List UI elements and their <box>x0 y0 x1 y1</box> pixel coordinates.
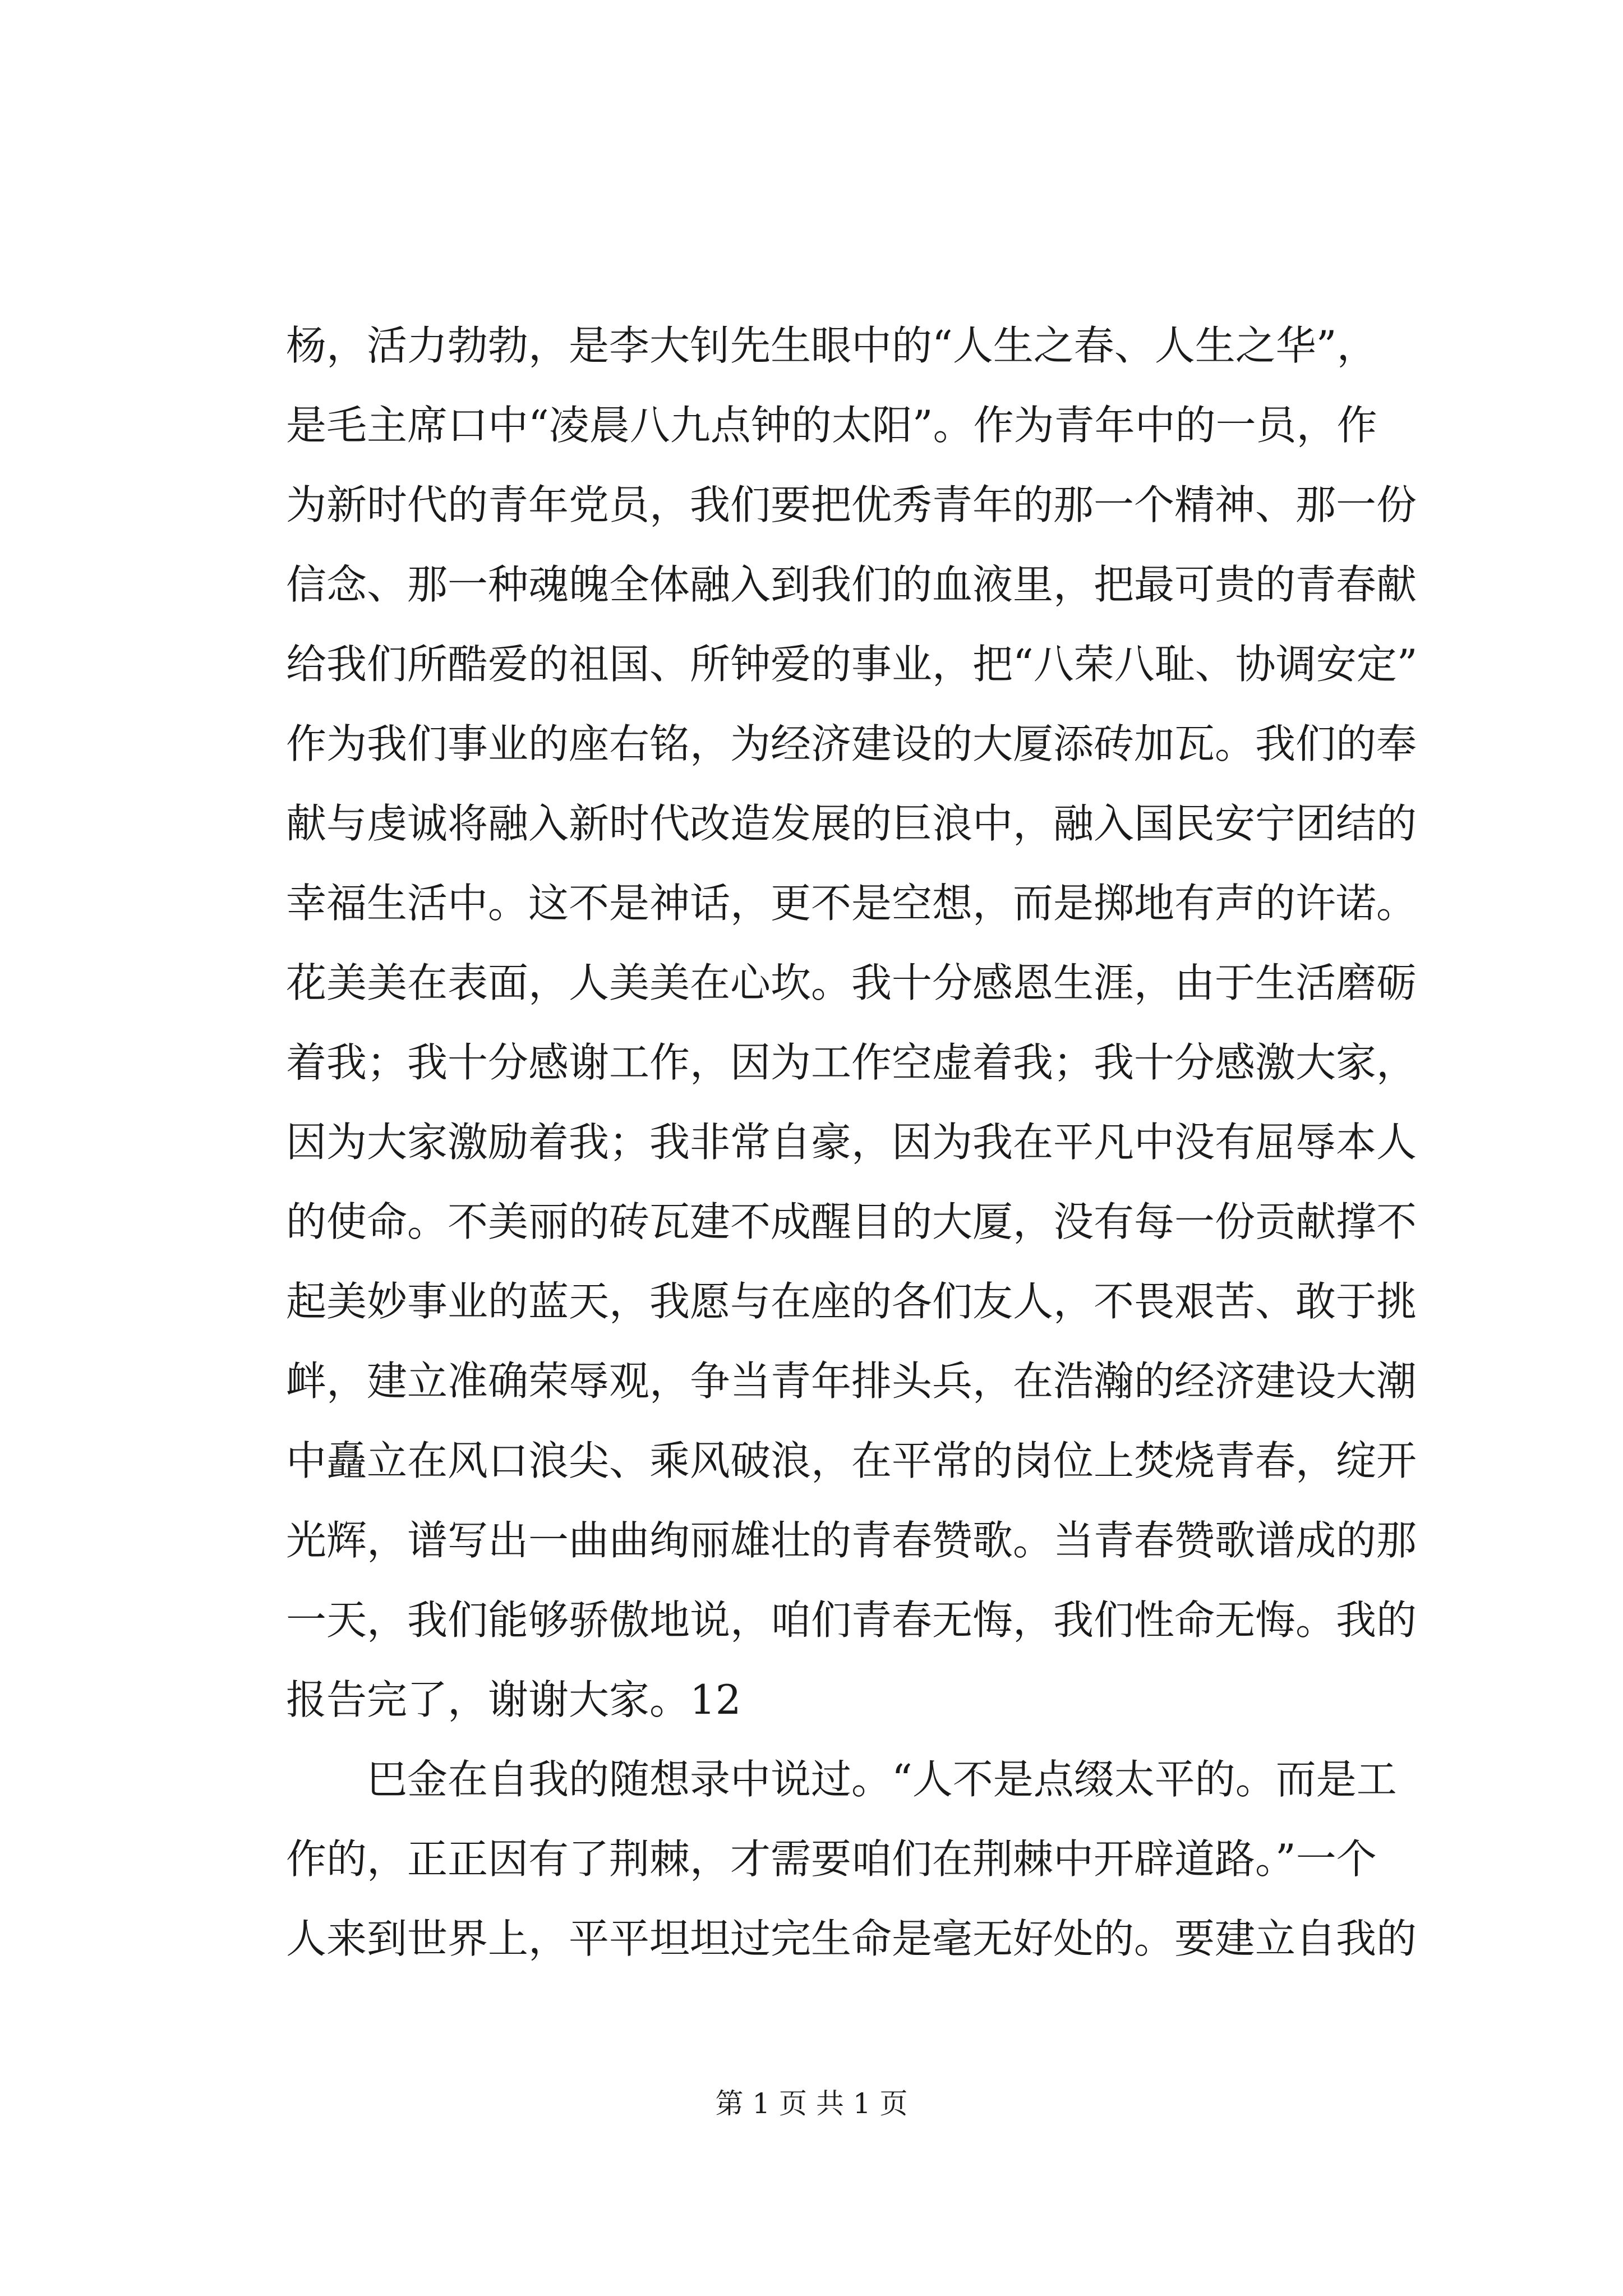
text-line: 衅，建立准确荣辱观，争当青年排头兵，在浩瀚的经济建设大潮 <box>286 1358 1417 1405</box>
text-line: 人来到世界上，平平坦坦过完生命是毫无好处的。要建立自我的 <box>286 1915 1417 1962</box>
text-line: 的使命。不美丽的砖瓦建不成醒目的大厦，没有每一份贡献撑不 <box>286 1198 1417 1245</box>
paragraph <box>286 1740 1417 1978</box>
text-line: 为新时代的青年党员，我们要把优秀青年的那一个精神、那一份 <box>286 481 1417 528</box>
paragraph <box>286 306 1418 1740</box>
text-line: 因为大家激励着我；我非常自豪，因为我在平凡中没有屈辱本人 <box>286 1119 1417 1166</box>
text-line: 巴金在自我的随想录中说过。“人不是点缀太平的。而是工 <box>367 1756 1397 1803</box>
text-line: 是毛主席口中“凌晨八九点钟的太阳”。作为青年中的一员，作 <box>286 402 1377 449</box>
text-line: 作为我们事业的座右铭，为经济建设的大厦添砖加瓦。我们的奉 <box>286 720 1417 767</box>
document-body <box>286 306 1418 1978</box>
text-line: 给我们所酷爱的祖国、所钟爱的事业，把“八荣八耻、协调安定” <box>286 641 1418 688</box>
text-line: 作的，正正因有了荆棘，才需要咱们在荆棘中开辟道路。”一个 <box>286 1835 1377 1883</box>
text-line: 着我；我十分感谢工作，因为工作空虚着我；我十分感激大家， <box>286 1039 1417 1086</box>
page-footer: 第 1 页 共 1 页 <box>715 2087 908 2120</box>
text-line: 杨，活力勃勃，是李大钊先生眼中的“人生之春、人生之华”， <box>286 322 1377 369</box>
text-line: 起美妙事业的蓝天，我愿与在座的各们友人，不畏艰苦、敢于挑 <box>286 1278 1417 1325</box>
text-line: 一天，我们能够骄傲地说，咱们青春无悔，我们性命无悔。我的 <box>286 1596 1417 1644</box>
text-line: 中矗立在风口浪尖、乘风破浪，在平常的岗位上焚烧青春，绽开 <box>286 1437 1417 1484</box>
text-line: 花美美在表面，人美美在心坎。我十分感恩生涯，由于生活磨砺 <box>286 959 1417 1006</box>
text-line: 光辉，谱写出一曲曲绚丽雄壮的青春赞歌。当青春赞歌谱成的那 <box>286 1517 1417 1564</box>
text-line: 信念、那一种魂魄全体融入到我们的血液里，把最可贵的青春献 <box>286 561 1417 608</box>
text-line: 报告完了，谢谢大家。12 <box>286 1676 741 1723</box>
text-line: 献与虔诚将融入新时代改造发展的巨浪中，融入国民安宁团结的 <box>286 800 1417 847</box>
text-line: 幸福生活中。这不是神话，更不是空想，而是掷地有声的许诺。 <box>286 880 1417 927</box>
